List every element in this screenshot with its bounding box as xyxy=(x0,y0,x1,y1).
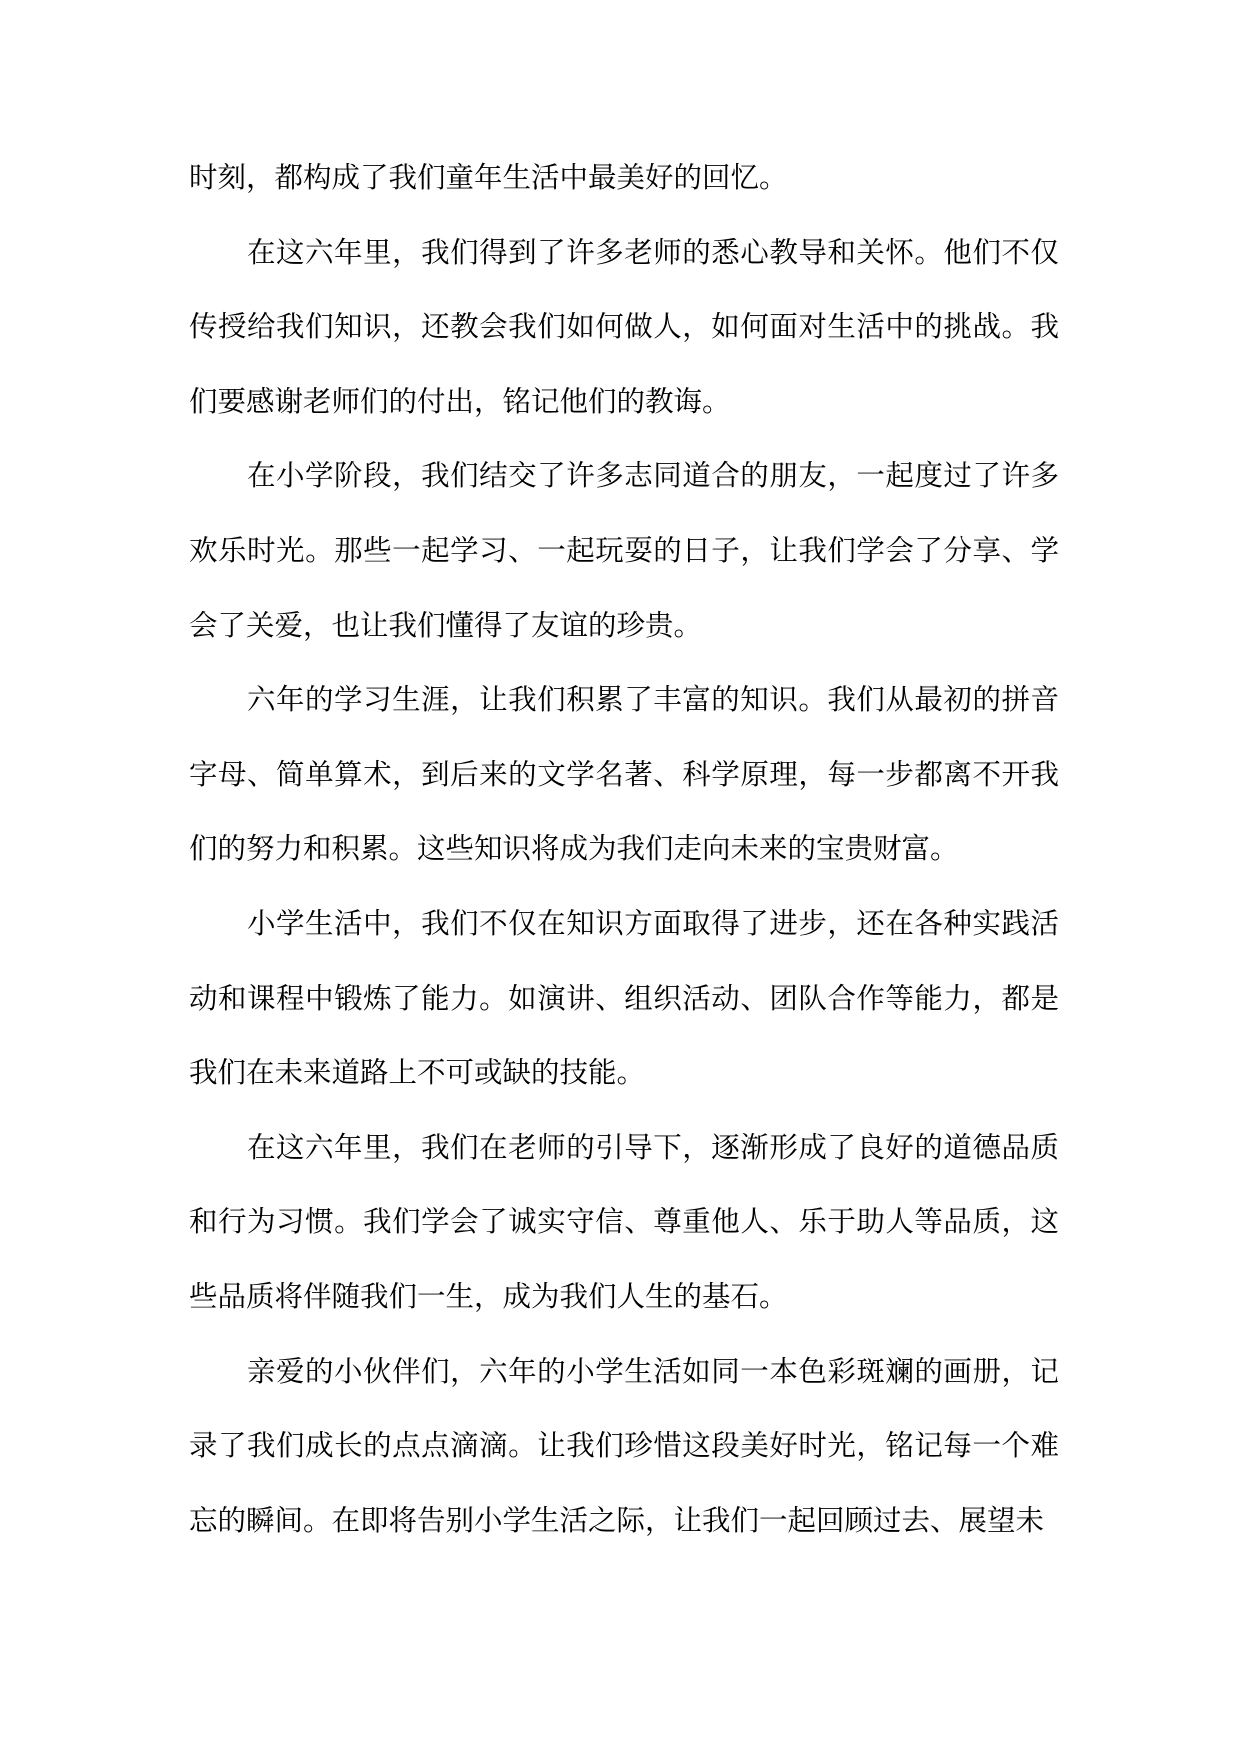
paragraph: 小学生活中，我们不仅在知识方面取得了进步，还在各种实践活动和课程中锻炼了能力。如演讲、组织活动、团队合作等能力，都是我们在未来道路上不可或缺的技能。 xyxy=(189,906,1059,1090)
paragraph: 在小学阶段，我们结交了许多志同道合的朋友，一起度过了许多欢乐时光。那些一起学习、一起玩耍的日子，让我们学会了分享、学会了关爱，也让我们懂得了友谊的珍贵。 xyxy=(189,459,1059,642)
body-text xyxy=(189,141,1059,1558)
paragraph: 在这六年里，我们在老师的引导下，逐渐形成了良好的道德品质和行为习惯。我们学会了诚实守信、尊重他人、乐于助人等品质，这些品质将伴随我们一生，成为我们人生的基石。 xyxy=(189,1130,1059,1313)
paragraph: 亲爱的小伙伴们，六年的小学生活如同一本色彩斑斓的画册，记录了我们成长的点点滴滴。让我们珍惜这段美好时光，铭记每一个难忘的瞬间。在即将告别小学生活之际，让我们一起回顾过去、展望未 xyxy=(189,1354,1059,1537)
paragraph: 时刻，都构成了我们童年生活中最美好的回忆。 xyxy=(189,161,788,194)
paragraph: 六年的学习生涯，让我们积累了丰富的知识。我们从最初的拼音字母、简单算术，到后来的文学名著、科学原理，每一步都离不开我们的努力和积累。这些知识将成为我们走向未来的宝贵财富。 xyxy=(189,683,1059,866)
paragraph: 在这六年里，我们得到了许多老师的悉心教导和关怀。他们不仅传授给我们知识，还教会我们如何做人，如何面对生活中的挑战。我们要感谢老师们的付出，铭记他们的教诲。 xyxy=(189,235,1059,418)
